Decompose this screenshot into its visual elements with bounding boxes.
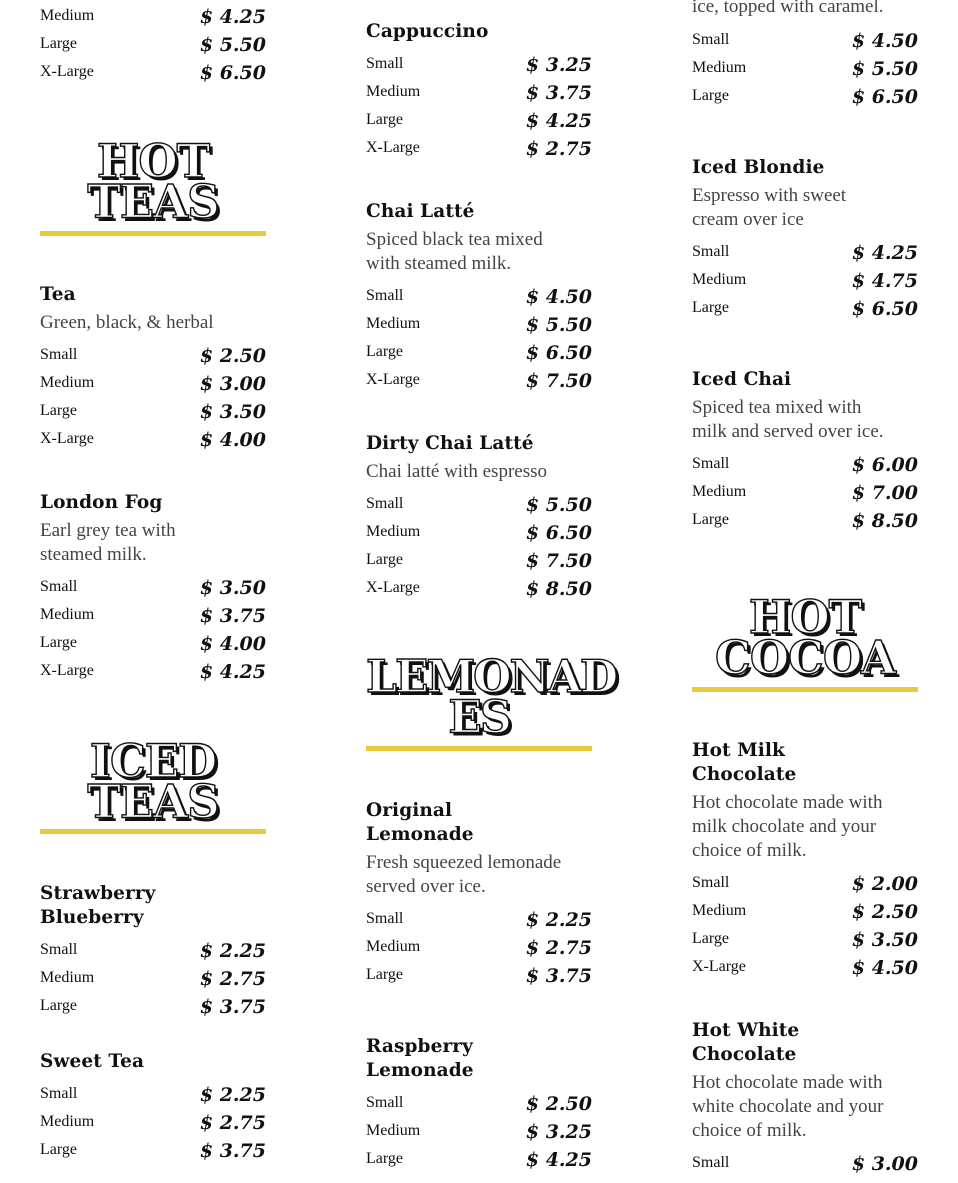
price-row <box>40 344 266 372</box>
size-label: Medium <box>366 315 421 332</box>
price-value: $ 6.50 <box>199 62 266 84</box>
item-name: London Fog <box>40 492 163 513</box>
item-description-line: milk chocolate and your <box>692 816 877 837</box>
price-row <box>692 297 918 325</box>
price-value: $ 3.75 <box>199 996 266 1018</box>
size-label: Medium <box>692 271 747 288</box>
section-heading-iced-teas <box>40 734 266 829</box>
price-row <box>366 1148 592 1176</box>
size-label: Large <box>40 35 78 52</box>
price-value: $ 2.75 <box>199 1112 266 1134</box>
size-label: Medium <box>40 374 95 391</box>
price-row <box>366 936 592 964</box>
item-name: Cappuccino <box>366 21 489 42</box>
price-value: $ 2.75 <box>525 138 592 160</box>
item-description-line: served over ice. <box>366 876 486 897</box>
price-row <box>692 241 918 269</box>
price-value: $ 4.50 <box>525 286 592 308</box>
section-divider <box>40 231 266 236</box>
item-name: Chai Latté <box>366 201 475 222</box>
price-row <box>366 369 592 397</box>
size-label: Medium <box>692 59 747 76</box>
size-label: Large <box>366 1150 404 1167</box>
size-label: Medium <box>366 938 421 955</box>
item-description-line: white chocolate and your <box>692 1096 884 1117</box>
price-value: $ 3.75 <box>199 605 266 627</box>
price-value: $ 4.50 <box>851 30 918 52</box>
size-label: Small <box>366 55 404 72</box>
item-name: Iced Chai <box>692 369 792 390</box>
size-label: Large <box>40 1141 78 1158</box>
item-description: Green, black, & herbal <box>40 312 214 333</box>
price-row <box>366 521 592 549</box>
size-label: Medium <box>40 1113 95 1130</box>
price-value: $ 3.75 <box>525 82 592 104</box>
price-value: $ 6.50 <box>525 342 592 364</box>
price-row <box>692 481 918 509</box>
size-label: Medium <box>366 83 421 100</box>
item-name-line: Chocolate <box>692 764 797 785</box>
size-label: Large <box>40 402 78 419</box>
size-label: Medium <box>692 902 747 919</box>
price-value: $ 2.50 <box>525 1093 592 1115</box>
heading-line: ICED <box>89 734 217 789</box>
price-row <box>366 549 592 577</box>
price-row <box>692 269 918 297</box>
price-value: $ 2.75 <box>199 968 266 990</box>
size-label: Small <box>692 874 730 891</box>
heading-line: HOT <box>96 134 210 189</box>
size-label: Large <box>366 111 404 128</box>
price-row <box>692 85 918 113</box>
price-value: $ 2.50 <box>851 901 918 923</box>
item-name-line: Lemonade <box>366 824 474 845</box>
item-name: Dirty Chai Latté <box>366 433 534 454</box>
price-row <box>366 313 592 341</box>
price-row <box>692 928 918 956</box>
price-row <box>40 967 266 995</box>
size-label: Small <box>366 910 404 927</box>
heading-line: TEAS <box>87 774 219 829</box>
price-value: $ 6.50 <box>851 86 918 108</box>
price-value: $ 5.50 <box>525 314 592 336</box>
section-divider <box>692 687 918 692</box>
size-label: X-Large <box>366 371 420 388</box>
price-row <box>366 1092 592 1120</box>
heading-line: COCOA <box>715 630 895 685</box>
item-name: Sweet Tea <box>40 1051 145 1072</box>
item-description-line: Espresso with sweet <box>692 185 847 206</box>
item-description-line: milk and served over ice. <box>692 421 884 442</box>
price-value: $ 3.75 <box>199 1140 266 1162</box>
price-row <box>366 964 592 992</box>
price-value: $ 6.00 <box>851 454 918 476</box>
item-description-line: Earl grey tea with <box>40 520 176 541</box>
price-row <box>692 57 918 85</box>
item-name-line: Chocolate <box>692 1044 797 1065</box>
price-row <box>40 1111 266 1139</box>
price-row <box>40 660 266 688</box>
price-value: $ 5.50 <box>525 494 592 516</box>
size-label: Small <box>40 941 78 958</box>
price-row <box>366 493 592 521</box>
item-name-line: Blueberry <box>40 907 144 928</box>
size-label: Medium <box>366 1122 421 1139</box>
heading-line: TEAS <box>87 174 219 229</box>
price-row <box>692 453 918 481</box>
item-description-line: Hot chocolate made with <box>692 792 883 813</box>
price-row <box>366 81 592 109</box>
section-heading-lemonades <box>366 651 617 744</box>
size-label: Medium <box>40 7 95 24</box>
size-label: Large <box>692 930 730 947</box>
size-label: Small <box>366 495 404 512</box>
price-value: $ 2.25 <box>199 940 266 962</box>
price-value: $ 4.00 <box>199 429 266 451</box>
item-description-line: Spiced tea mixed with <box>692 397 862 418</box>
price-row <box>40 604 266 632</box>
price-row <box>40 372 266 400</box>
size-label: X-Large <box>40 63 94 80</box>
price-value: $ 2.50 <box>199 345 266 367</box>
item-description-line: choice of milk. <box>692 840 807 861</box>
price-row <box>692 872 918 900</box>
item-name-line: Hot White <box>692 1020 800 1041</box>
price-value: $ 4.50 <box>851 957 918 979</box>
price-row <box>692 1152 918 1180</box>
price-value: $ 6.50 <box>525 522 592 544</box>
section-heading-hot-cocoa <box>692 590 918 685</box>
size-label: Small <box>40 1085 78 1102</box>
size-label: Medium <box>692 483 747 500</box>
price-value: $ 6.50 <box>851 298 918 320</box>
price-value: $ 4.00 <box>199 633 266 655</box>
price-value: $ 3.50 <box>199 401 266 423</box>
price-value: $ 3.50 <box>851 929 918 951</box>
price-row <box>40 5 266 33</box>
price-value: $ 2.25 <box>525 909 592 931</box>
price-row <box>366 109 592 137</box>
price-value: $ 4.25 <box>199 661 266 683</box>
price-row <box>40 33 266 61</box>
price-value: $ 2.00 <box>851 873 918 895</box>
price-value: $ 5.50 <box>851 58 918 80</box>
item-description-line: ice, topped with caramel. <box>692 0 884 17</box>
size-label: Large <box>40 634 78 651</box>
heading-line: HOT <box>748 590 862 645</box>
size-label: Medium <box>40 969 95 986</box>
size-label: X-Large <box>40 662 94 679</box>
size-label: Small <box>40 346 78 363</box>
item-description: Chai latté with espresso <box>366 461 547 482</box>
size-label: Small <box>692 1154 730 1171</box>
item-description-line: Hot chocolate made with <box>692 1072 883 1093</box>
size-label: Small <box>692 243 730 260</box>
size-label: Medium <box>40 606 95 623</box>
price-row <box>366 908 592 936</box>
item-description-line: steamed milk. <box>40 544 147 565</box>
size-label: X-Large <box>692 958 746 975</box>
price-value: $ 7.50 <box>525 370 592 392</box>
size-label: Large <box>366 551 404 568</box>
item-name-line: Raspberry <box>366 1036 473 1057</box>
price-row <box>40 632 266 660</box>
size-label: Large <box>692 299 730 316</box>
item-description-line: Fresh squeezed lemonade <box>366 852 562 873</box>
price-value: $ 4.25 <box>851 242 918 264</box>
item-description-line: choice of milk. <box>692 1120 807 1141</box>
item-description-line: Spiced black tea mixed <box>366 229 543 250</box>
price-row <box>40 995 266 1023</box>
price-value: $ 4.25 <box>525 110 592 132</box>
price-row <box>40 61 266 89</box>
item-name-line: Strawberry <box>40 883 156 904</box>
size-label: Small <box>692 31 730 48</box>
item-name-line: Original <box>366 800 453 821</box>
section-divider <box>366 746 592 751</box>
size-label: Small <box>366 1094 404 1111</box>
heading-line: LEMONAD <box>366 651 617 704</box>
size-label: Small <box>692 455 730 472</box>
price-value: $ 3.50 <box>199 577 266 599</box>
price-value: $ 3.75 <box>525 965 592 987</box>
price-value: $ 4.25 <box>199 6 266 28</box>
size-label: Large <box>366 966 404 983</box>
price-row <box>692 29 918 57</box>
item-description-line: with steamed milk. <box>366 253 512 274</box>
price-row <box>692 509 918 537</box>
price-value: $ 5.50 <box>199 34 266 56</box>
price-row <box>366 1120 592 1148</box>
size-label: X-Large <box>40 430 94 447</box>
item-name: Tea <box>40 284 76 305</box>
price-row <box>366 285 592 313</box>
item-name: Iced Blondie <box>692 157 825 178</box>
size-label: Large <box>366 343 404 360</box>
size-label: Large <box>692 511 730 528</box>
price-row <box>40 1083 266 1111</box>
item-description-line: cream over ice <box>692 209 804 230</box>
price-row <box>40 576 266 604</box>
price-row <box>366 341 592 369</box>
price-value: $ 4.75 <box>851 270 918 292</box>
size-label: X-Large <box>366 579 420 596</box>
size-label: Medium <box>366 523 421 540</box>
size-label: X-Large <box>366 139 420 156</box>
price-value: $ 8.50 <box>851 510 918 532</box>
price-row <box>692 956 918 984</box>
item-name-line: Lemonade <box>366 1060 474 1081</box>
price-value: $ 3.25 <box>525 1121 592 1143</box>
price-row <box>692 900 918 928</box>
size-label: Large <box>692 87 730 104</box>
size-label: Small <box>366 287 404 304</box>
section-divider <box>40 829 266 834</box>
price-value: $ 7.00 <box>851 482 918 504</box>
price-row <box>40 1139 266 1167</box>
size-label: Large <box>40 997 78 1014</box>
price-value: $ 8.50 <box>525 578 592 600</box>
size-label: Small <box>40 578 78 595</box>
price-row <box>40 428 266 456</box>
price-value: $ 7.50 <box>525 550 592 572</box>
price-row <box>40 939 266 967</box>
price-row <box>366 577 592 605</box>
price-value: $ 3.00 <box>851 1153 918 1175</box>
heading-line: ES <box>448 691 510 744</box>
price-value: $ 2.75 <box>525 937 592 959</box>
section-heading-hot-teas <box>40 134 266 229</box>
price-row <box>366 137 592 165</box>
price-row <box>366 53 592 81</box>
price-row <box>40 400 266 428</box>
price-value: $ 2.25 <box>199 1084 266 1106</box>
price-value: $ 3.25 <box>525 54 592 76</box>
price-value: $ 3.00 <box>199 373 266 395</box>
price-value: $ 4.25 <box>525 1149 592 1171</box>
item-name-line: Hot Milk <box>692 740 785 761</box>
